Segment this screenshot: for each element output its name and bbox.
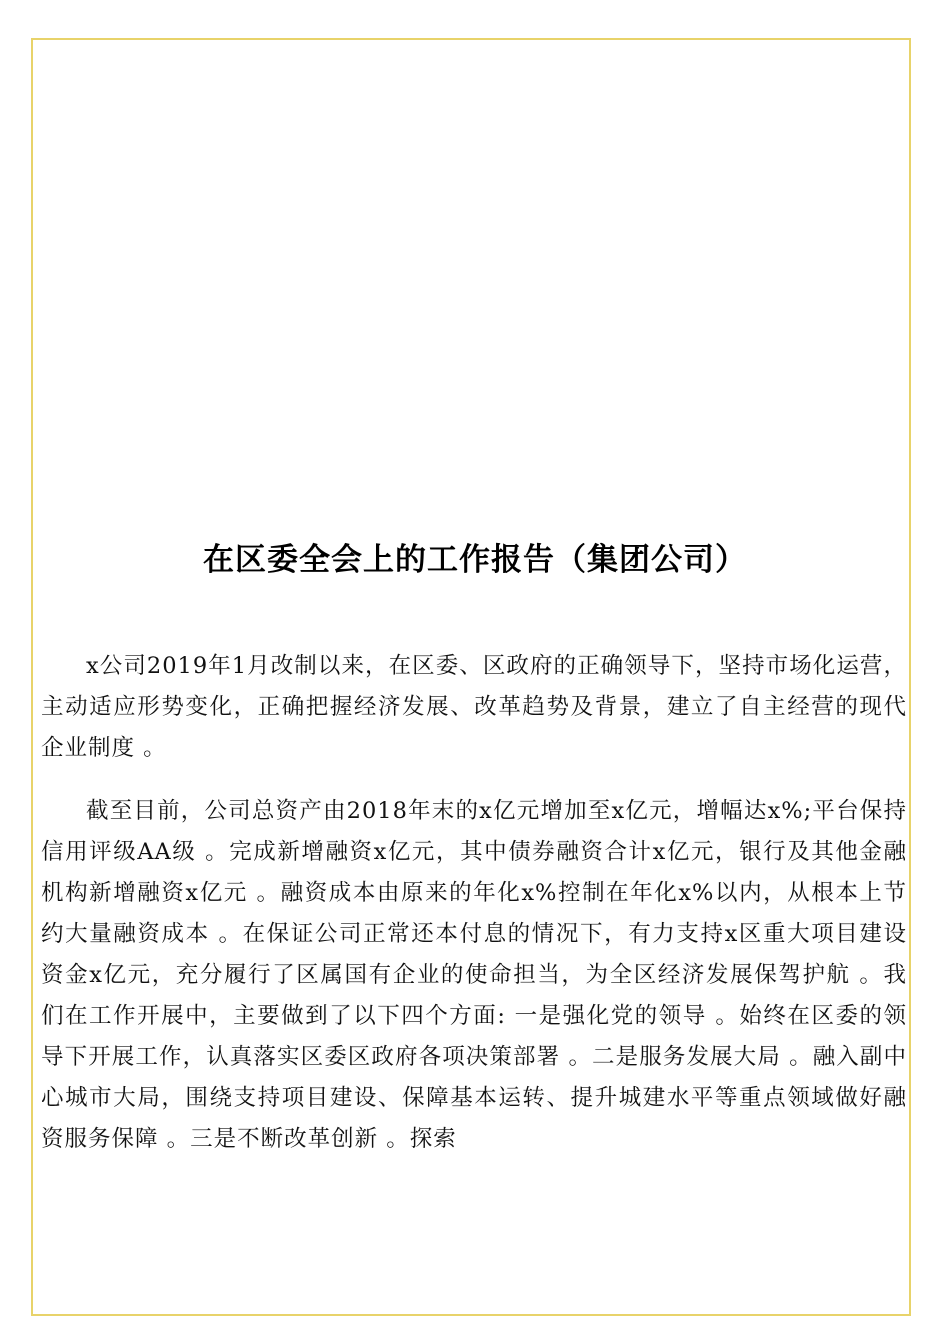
document-body [41, 646, 907, 1160]
paragraph-progress: 截至目前，公司总资产由2018年末的x亿元增加至x亿元，增幅达x%;平台保持信用评级AA级 。完成新增融资x亿元，其中债券融资合计x亿元，银行及其他金融机构新增融资x亿元 。融资成本由原来的年化x%控制在年化x%以内，从根本上节约大量融资成本 。在保证公司正常还本付息的情况下，有力支持x区重大项目建设资金x亿元，充分履行了区属国有企业的使命担当，为全区经济发展保驾护航 。我们在工作开展中，主要做到了以下四个方面: 一是强化党的领导 。始终在区委的领导下开展工作，认真落实区委区政府各项决策部署 。二是服务发展大局 。融入副中心城市大局，围绕支持项目建设、保障基本运转、提升城建水平等重点领域做好融资服务保障 。三是不断改革创新 。探索 [41, 798, 907, 1152]
paragraph-intro: x公司2019年1月改制以来，在区委、区政府的正确领导下，坚持市场化运营，主动适应形势变化，正确把握经济发展、改革趋势及背景，建立了自主经营的现代企业制度 。 [41, 653, 907, 761]
document-title: 在区委全会上的工作报告（集团公司） [203, 542, 747, 578]
